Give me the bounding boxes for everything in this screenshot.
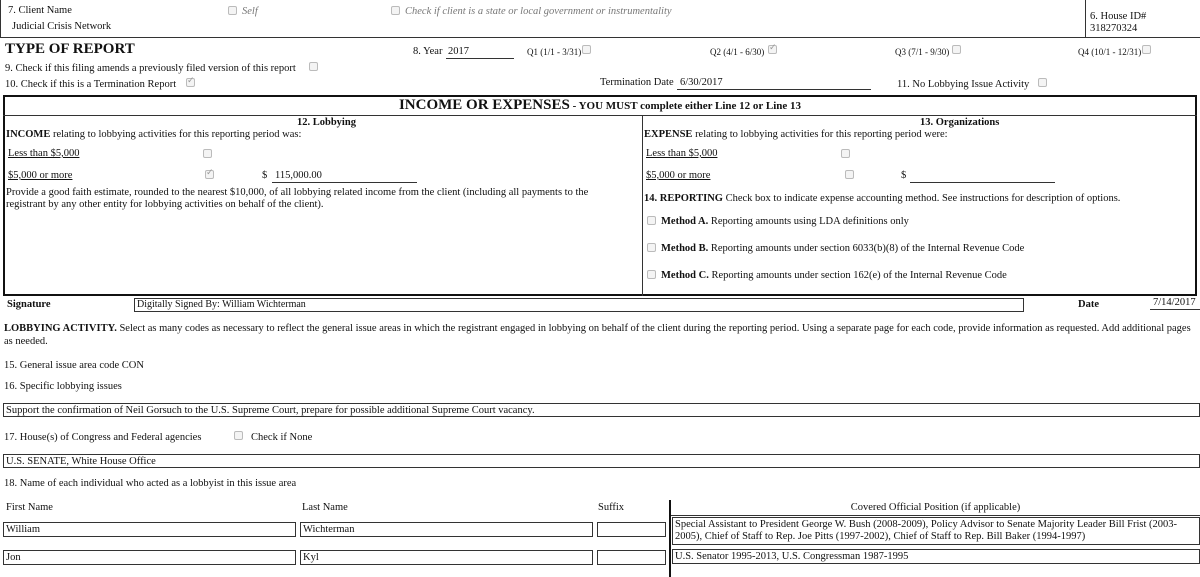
method-a-line [661, 216, 909, 227]
q4-checkbox[interactable] [1142, 45, 1151, 54]
check-none-label: Check if None [251, 432, 313, 443]
house-id-label: 6. House ID# [1090, 11, 1147, 22]
q1-label: Q1 (1/1 - 3/31) [527, 47, 582, 57]
method-a-bold: Method A. [661, 216, 709, 227]
lobbyist-2-first[interactable]: Jon [3, 550, 296, 565]
income-heading-main: INCOME OR EXPENSES [398, 97, 570, 113]
termination-label: 10. Check if this is a Termination Report [5, 79, 177, 90]
q3-checkbox[interactable] [952, 45, 961, 54]
expense-amount-underline[interactable] [910, 182, 1055, 183]
method-b-text: Reporting amounts under section 6033(b)(8) of the Internal Revenue Code [708, 243, 1025, 254]
method-b-bold: Method B. [661, 243, 709, 254]
organizations-title: 13. Organizations [920, 117, 1000, 128]
house-id-value: 318270324 [1090, 23, 1138, 34]
method-c-checkbox[interactable] [647, 270, 656, 279]
expense-line [644, 129, 948, 140]
q3-label: Q3 (7/1 - 9/30) [895, 47, 950, 57]
check-none-checkbox[interactable] [234, 431, 243, 440]
termination-date-value: 6/30/2017 [680, 77, 723, 88]
year-label: 8. Year [413, 46, 443, 57]
method-c-line [661, 270, 1007, 281]
expense-less-label: Less than $5,000 [646, 148, 718, 159]
income-less-checkbox[interactable] [203, 149, 212, 158]
state-gov-checkbox[interactable] [391, 6, 400, 15]
expense-text: relating to lobbying activities for this reporting period were: [692, 129, 948, 140]
method-b-line [661, 243, 1024, 254]
method-b-checkbox[interactable] [647, 243, 656, 252]
expense-bold: EXPENSE [644, 129, 693, 140]
specific-issues-field[interactable]: Support the confirmation of Neil Gorsuch to the U.S. Supreme Court, prepare for possible additional Supreme Court vacancy. [3, 403, 1200, 417]
houses-label: 17. House(s) of Congress and Federal agencies [4, 432, 202, 443]
q1-checkbox[interactable] [582, 45, 591, 54]
position-header-line [671, 515, 1200, 516]
income-estimate-text: Provide a good faith estimate, rounded to the nearest $10,000, of all lobbying related income from the client (including all payments to the registrant by any other entity for lobbying activities on behalf of the client). [6, 187, 589, 210]
lobbyist-1-position[interactable]: Special Assistant to President George W. Bush (2008-2009), Policy Advisor to Senate Majority Leader Bill Frist (2003-2005), Chief of Staff to Rep. Joe Pitts (1997-2002), Chief of Staff to Rep. Bill Baker (1994-1997) [672, 517, 1200, 545]
date-label: Date [1078, 299, 1099, 310]
income-more-checkbox[interactable] [205, 170, 214, 179]
expense-dollar: $ [901, 170, 907, 181]
activity-bold: LOBBYING ACTIVITY. [4, 323, 117, 334]
col-suffix: Suffix [598, 502, 625, 513]
lobbyist-2-suffix[interactable] [597, 550, 666, 565]
self-checkbox[interactable] [228, 6, 237, 15]
method-a-text: Reporting amounts using LDA definitions only [708, 216, 909, 227]
income-amount: 115,000.00 [275, 170, 322, 181]
date-underline [1150, 309, 1200, 310]
q4-label: Q4 (10/1 - 12/31) [1078, 47, 1142, 57]
reporting-line [644, 193, 1120, 204]
lobbying-title: 12. Lobbying [297, 117, 356, 128]
specific-issues-label: 16. Specific lobbying issues [4, 381, 122, 392]
termination-date-underline [677, 89, 871, 90]
self-label: Self [242, 6, 258, 17]
method-c-text: Reporting amounts under section 162(e) of the Internal Revenue Code [708, 270, 1007, 281]
lobbyist-1-suffix[interactable] [597, 522, 666, 537]
lobbying-activity-text [4, 323, 1200, 348]
issue-code-label: 15. General issue area code CON [4, 360, 144, 371]
termination-checkbox[interactable] [186, 78, 195, 87]
method-c-bold: Method C. [661, 270, 709, 281]
signature-label: Signature [7, 299, 51, 310]
income-dollar: $ [262, 170, 268, 181]
income-amount-underline [272, 182, 417, 183]
client-left-border [0, 0, 1, 37]
activity-desc: Select as many codes as necessary to reflect the general issue areas in which the registrant engaged in lobbying on behalf of the client during the reporting period. Using a separate page for each code, provide information as requested. Add additional pages as needed. [4, 323, 1191, 347]
amend-label: 9. Check if this filing amends a previously filed version of this report [5, 63, 296, 74]
client-name-label: 7. Client Name [8, 5, 72, 16]
lobbyists-label: 18. Name of each individual who acted as a lobbyist in this issue area [4, 478, 297, 489]
income-expenses-heading [3, 97, 1197, 114]
client-name-value: Judicial Crisis Network [12, 21, 112, 32]
income-divider-v [642, 115, 643, 296]
reporting-text: Check box to indicate expense accounting method. See instructions for description of options. [722, 193, 1121, 204]
lobbyist-2-position[interactable]: U.S. Senator 1995-2013, U.S. Congressman 1987-1995 [672, 549, 1200, 564]
signature-field[interactable]: Digitally Signed By: William Wichterman [134, 298, 1024, 312]
year-underline [446, 58, 514, 59]
lobbyist-1-first[interactable]: William [3, 522, 296, 537]
income-divider-h [3, 115, 1197, 116]
lobbyist-1-last[interactable]: Wichterman [300, 522, 593, 537]
type-of-report-title: TYPE OF REPORT [5, 41, 135, 57]
expense-less-checkbox[interactable] [841, 149, 850, 158]
lobbyist-2-last[interactable]: Kyl [300, 550, 593, 565]
houses-field[interactable]: U.S. SENATE, White House Office [3, 454, 1200, 468]
expense-more-checkbox[interactable] [845, 170, 854, 179]
income-more-label: $5,000 or more [8, 170, 73, 181]
income-text: relating to lobbying activities for this reporting period was: [50, 129, 302, 140]
col-position: Covered Official Position (if applicable) [850, 502, 1021, 513]
q2-label: Q2 (4/1 - 6/30) [710, 47, 765, 57]
date-value: 7/14/2017 [1153, 297, 1196, 308]
q2-checkbox[interactable] [768, 45, 777, 54]
income-heading-sub: - YOU MUST complete either Line 12 or Line 13 [569, 100, 802, 112]
income-line [6, 129, 301, 140]
state-gov-label: Check if client is a state or local government or instrumentality [405, 6, 672, 17]
termination-date-label: Termination Date [600, 77, 674, 88]
year-value: 2017 [448, 46, 469, 57]
amend-checkbox[interactable] [309, 62, 318, 71]
expense-more-label: $5,000 or more [646, 170, 711, 181]
no-activity-label: 11. No Lobbying Issue Activity [897, 79, 1030, 90]
income-less-label: Less than $5,000 [8, 148, 80, 159]
no-activity-checkbox[interactable] [1038, 78, 1047, 87]
method-a-checkbox[interactable] [647, 216, 656, 225]
reporting-bold: 14. REPORTING [644, 193, 723, 204]
col-first-name: First Name [6, 502, 53, 513]
col-last-name: Last Name [302, 502, 348, 513]
income-bold: INCOME [6, 129, 51, 140]
